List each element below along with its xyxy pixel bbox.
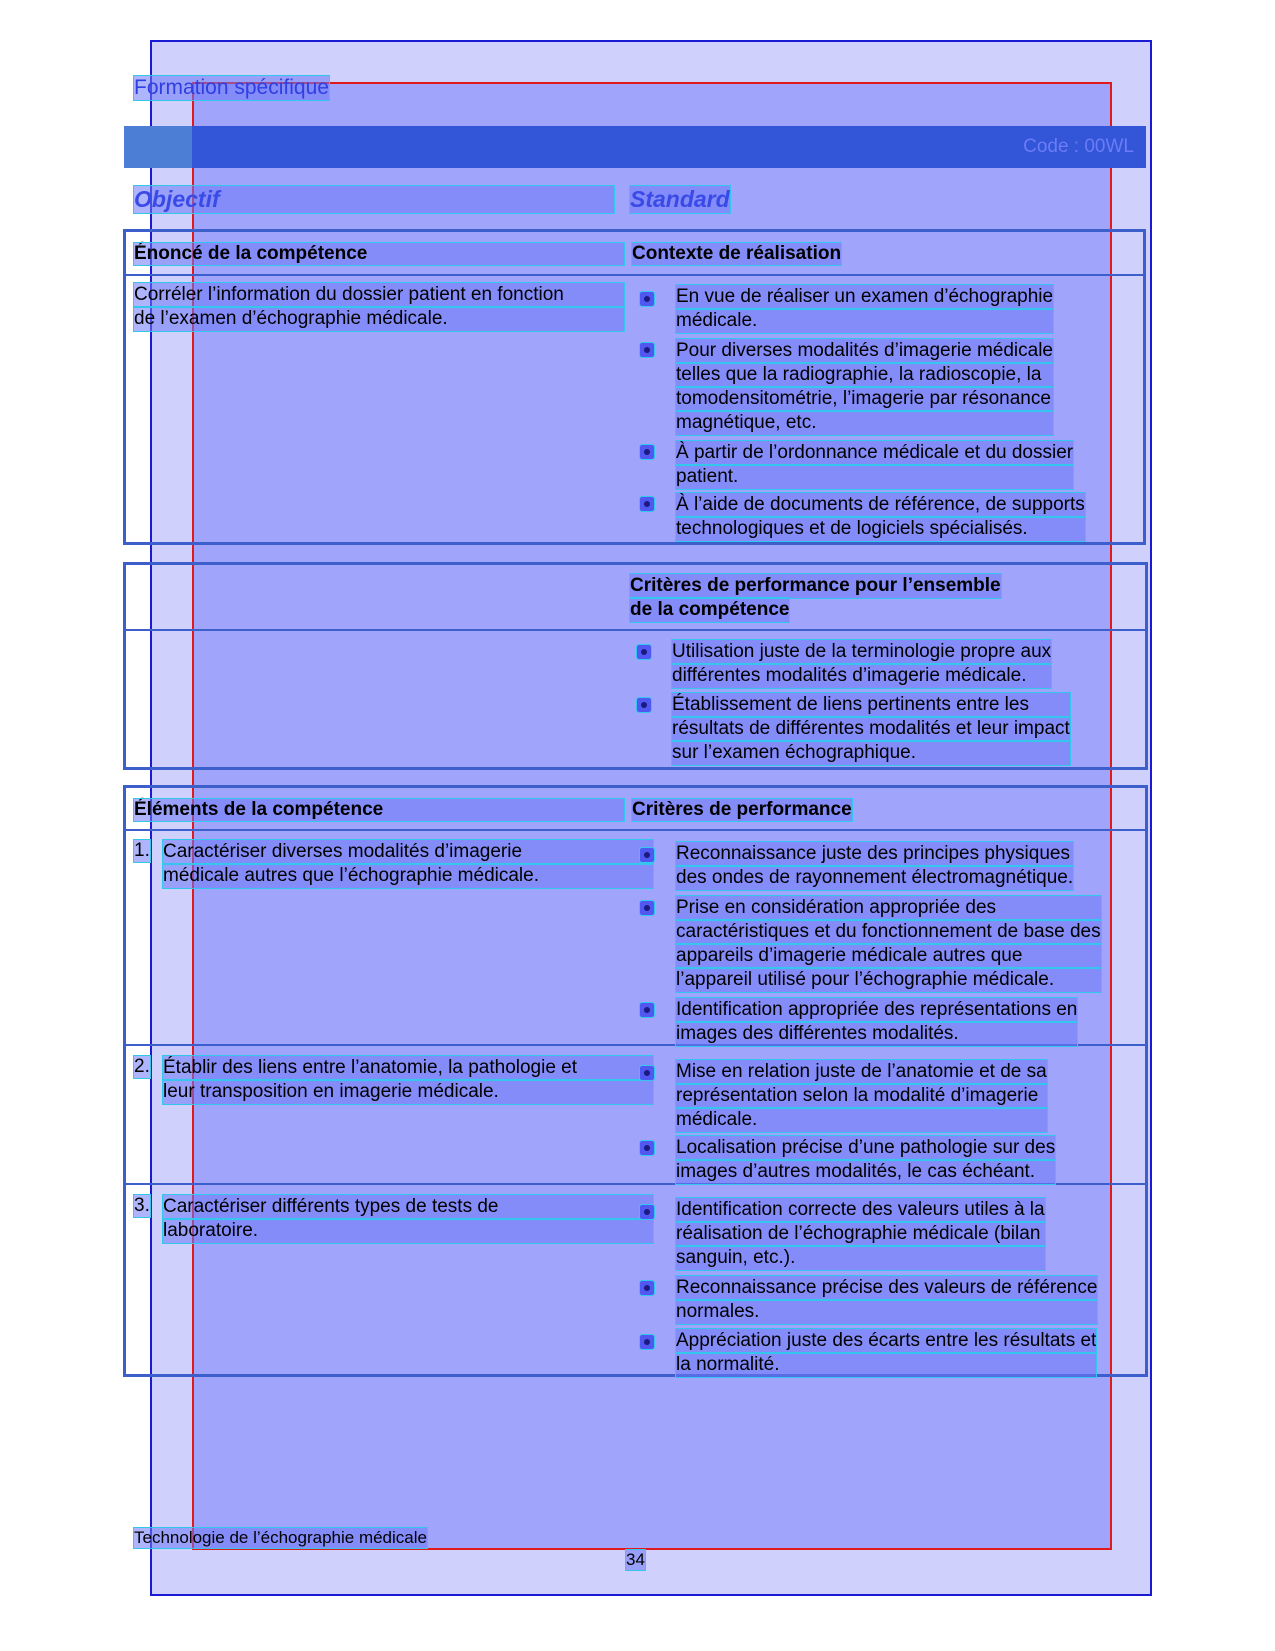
- criterion-line: Reconnaissance précise des valeurs de référence: [676, 1277, 1098, 1298]
- program-name: Technologie de l’échographie médicale: [134, 1528, 427, 1547]
- element-line: médicale autres que l’échographie médicale.: [163, 864, 653, 888]
- bullet-icon: [640, 292, 654, 306]
- context-line: À partir de l’ordonnance médicale et du dossier: [676, 442, 1074, 463]
- performance-criterion: [676, 1276, 1097, 1324]
- criterion-line: résultats de différentes modalités et leur impact: [672, 718, 1070, 739]
- criterion-line: représentation selon la modalité d’imagerie: [676, 1084, 1047, 1108]
- criterion-line: appareils d’imagerie médicale autres que: [676, 944, 1101, 968]
- global-criterion: [672, 693, 1070, 765]
- element-text: [163, 1195, 653, 1243]
- criterion-line: Identification correcte des valeurs utiles à la: [676, 1199, 1045, 1220]
- context-line: magnétique, etc.: [676, 411, 1053, 435]
- competency-statement: [134, 283, 624, 331]
- element-number: 1.: [134, 840, 150, 861]
- context-line: médicale.: [676, 309, 1053, 333]
- context-line: À l’aide de documents de référence, de supports: [676, 494, 1085, 515]
- context-item: [676, 493, 1085, 541]
- bullet-icon: [640, 901, 654, 915]
- code-bar: [124, 126, 1146, 168]
- global-criterion: [672, 640, 1051, 688]
- criterion-line: caractéristiques et du fonctionnement de base des: [676, 921, 1101, 942]
- bullet-icon: [640, 1066, 654, 1080]
- criterion-line: la normalité.: [676, 1353, 1096, 1377]
- criterion-line: images d’autres modalités, le cas échéant.: [676, 1160, 1055, 1184]
- statement-line: de l’examen d’échographie médicale.: [134, 307, 624, 331]
- statement-divider: [124, 274, 1145, 276]
- criterion-line: normales.: [676, 1300, 1097, 1324]
- element-number: 2.: [134, 1056, 150, 1077]
- global-criteria-divider: [124, 629, 1147, 631]
- performance-criterion: [676, 1198, 1045, 1270]
- context-line: tomodensitométrie, l’imagerie par résonance: [676, 387, 1053, 411]
- heading-line: de la compétence: [630, 599, 790, 620]
- context-line: En vue de réaliser un examen d’échographie: [676, 286, 1054, 307]
- criterion-line: médicale.: [676, 1108, 1047, 1132]
- context-line: telles que la radiographie, la radioscopie, la: [676, 363, 1053, 387]
- element-number: 3.: [134, 1195, 150, 1216]
- context-line: patient.: [676, 465, 1073, 489]
- statement-heading: Énoncé de la compétence: [134, 243, 624, 265]
- heading-line: Critères de performance pour l’ensemble: [630, 575, 1001, 596]
- element-line: laboratoire.: [163, 1219, 653, 1243]
- context-line: Pour diverses modalités d’imagerie médicale: [676, 340, 1054, 361]
- criterion-line: réalisation de l’échographie médicale (bilan: [676, 1222, 1045, 1246]
- section-title: Formation spécifique: [134, 76, 329, 99]
- global-criteria-heading: [630, 574, 1001, 622]
- performance-heading: Critères de performance: [632, 799, 852, 820]
- criterion-line: Identification appropriée des représentations en: [676, 999, 1078, 1020]
- element-line: Caractériser diverses modalités d’imagerie: [163, 840, 653, 864]
- criterion-line: l’appareil utilisé pour l’échographie médicale.: [676, 968, 1101, 992]
- bullet-icon: [640, 445, 654, 459]
- bullet-icon: [640, 1205, 654, 1219]
- bullet-icon: [640, 1335, 654, 1349]
- criterion-line: des ondes de rayonnement électromagnétique.: [676, 867, 1074, 888]
- context-item: [676, 339, 1053, 435]
- performance-criterion: [676, 1060, 1047, 1132]
- bullet-icon: [640, 343, 654, 357]
- criterion-line: Appréciation juste des écarts entre les résultats et: [676, 1330, 1097, 1351]
- performance-criterion: [676, 842, 1073, 890]
- element-text: [163, 840, 653, 888]
- element-line: Établir des liens entre l’anatomie, la pathologie et: [163, 1056, 653, 1080]
- criterion-line: sur l’examen échographique.: [672, 741, 1070, 765]
- criterion-line: Mise en relation juste de l’anatomie et de sa: [676, 1061, 1047, 1082]
- criterion-line: Utilisation juste de la terminologie propre aux: [672, 641, 1052, 662]
- element-line: leur transposition en imagerie médicale.: [163, 1080, 653, 1104]
- context-heading: Contexte de réalisation: [632, 243, 842, 264]
- criterion-line: sanguin, etc.).: [676, 1246, 1045, 1270]
- bullet-icon: [640, 848, 654, 862]
- elements-divider: [124, 829, 1147, 831]
- performance-criterion: [676, 1329, 1096, 1377]
- elements-heading: Éléments de la compétence: [134, 799, 624, 821]
- context-item: [676, 441, 1073, 489]
- bullet-icon: [640, 497, 654, 511]
- element-line: Caractériser différents types de tests de: [163, 1195, 653, 1219]
- performance-criterion: [676, 998, 1077, 1046]
- standard-heading: Standard: [630, 186, 730, 212]
- code-bar-accent: [124, 126, 192, 168]
- competency-code: Code : 00WL: [1023, 136, 1134, 157]
- context-line: technologiques et de logiciels spécialisés.: [676, 517, 1085, 541]
- bullet-icon: [640, 1141, 654, 1155]
- criterion-line: Prise en considération appropriée des: [676, 896, 1101, 920]
- page-number: 34: [626, 1550, 645, 1569]
- context-item: [676, 285, 1053, 333]
- criterion-line: différentes modalités d’imagerie médicale.: [672, 664, 1051, 688]
- performance-criterion: [676, 1136, 1055, 1184]
- objective-heading: Objectif: [134, 186, 614, 213]
- criterion-line: Établissement de liens pertinents entre les: [672, 693, 1070, 717]
- bullet-icon: [637, 698, 651, 712]
- criterion-line: Localisation précise d’une pathologie sur des: [676, 1137, 1056, 1158]
- bullet-icon: [637, 645, 651, 659]
- performance-criterion: [676, 896, 1101, 992]
- bullet-icon: [640, 1281, 654, 1295]
- element-text: [163, 1056, 653, 1104]
- criterion-line: Reconnaissance juste des principes physiques: [676, 842, 1073, 866]
- criterion-line: images des différentes modalités.: [676, 1022, 1077, 1046]
- bullet-icon: [640, 1003, 654, 1017]
- statement-line: Corréler l’information du dossier patient en fonction: [134, 283, 624, 307]
